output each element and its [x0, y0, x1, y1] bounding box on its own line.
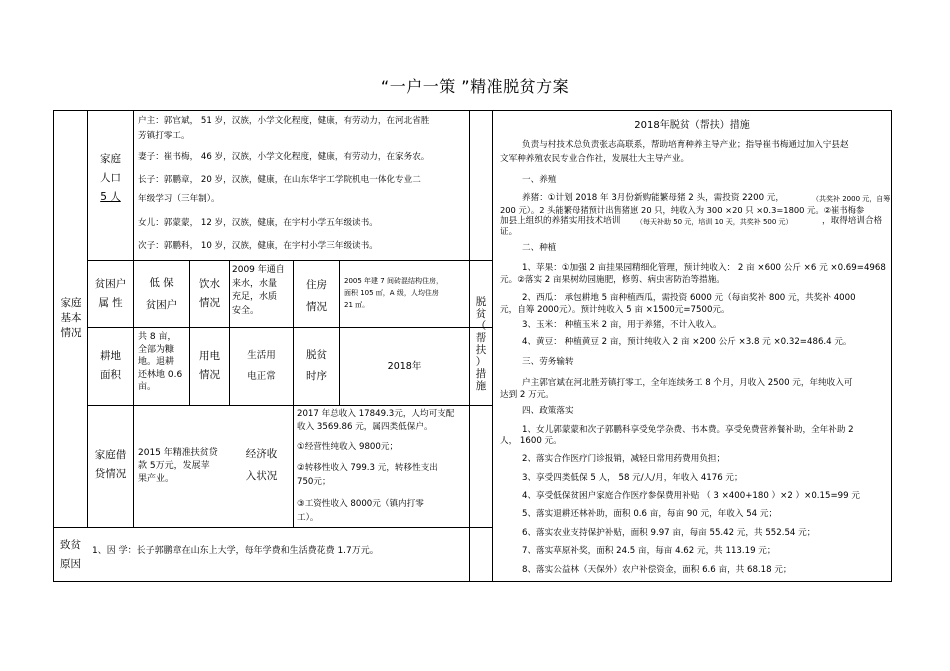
pig-note: （每天补助 50 元，培训 10 天，共奖补 500 元）	[636, 218, 793, 226]
crop-line: 4、黄豆： 种植黄豆 2 亩，预计纯收入 2 亩 ×200 公斤 ×3.8 元 ×0.32=486.4 元。	[522, 337, 852, 347]
econ-label: 经济收 入状况	[245, 448, 278, 482]
pig-note: （共奖补 2000 元，自筹	[812, 195, 891, 203]
water-value: 2009 年通自 来水，水量 充足，水质 安全。	[232, 265, 285, 316]
policy-line: 3、享受四类低保 5 人， 58 元/人/月，年收入 4176 元；	[522, 473, 743, 483]
crop-line: 1、苹果：①加强 2 亩挂果园精细化管理，预计纯收入： 2 亩 ×600 公斤 ×6 元 ×0.69=4968	[522, 263, 886, 273]
power-label: 用电 情况	[199, 350, 220, 381]
house-label: 住房 情况	[306, 279, 327, 313]
section-heading: 三、劳务输转	[522, 357, 574, 367]
measures-heading: 2018年脱贫（帮扶）措施	[634, 120, 750, 131]
section-heading: 二、种植	[522, 243, 557, 253]
crop-line: 2、西瓜： 承包耕地 5 亩种植西瓜，需投资 6000 元（每亩奖补 800 元，共奖补 4000	[522, 293, 856, 303]
intro-line: 文军种养殖农民专业合作社，发展壮大主导产业。	[500, 154, 690, 164]
section-basic-label: 家庭 基本 情况	[60, 297, 82, 339]
land-value: 共 8 亩， 全部为糠 地。退耕 还林地 0.6 亩。	[138, 332, 183, 392]
timing-label: 脱贫 时序	[306, 349, 327, 382]
member-line: 年级学习（三年制）。	[138, 194, 220, 204]
labor-line: 户主郭官斌在河北胜芳镇打零工，全年连续务工 8 个月，月收入 2500 元，年纯收入可	[522, 378, 853, 388]
pig-line: 养猪：①计划 2018 年 3月份新购能繁母猪 2 头，需投资 2200 元，	[522, 193, 784, 203]
policy-line: 2、落实合作医疗门诊报销，减轻日常用药费用负担；	[522, 454, 726, 464]
land-label: 耕地 面积	[100, 350, 121, 381]
policy-line: 人， 1600 元。	[500, 436, 562, 446]
crop-line: 3、玉米： 种植玉米 2 亩，用于养猪，不计入收入。	[522, 320, 722, 330]
pig-line: 200 元）。2 头能繁母猪预计出售猪崽 20 只，纯收入为 300 ×20 只 ×0.3=1800 元。②崔书梅参	[500, 205, 865, 215]
section-heading: 一、养殖	[522, 175, 557, 185]
labor-line: 达到 2 万元。	[500, 390, 554, 400]
attr-value: 低 保 贫困户	[145, 277, 178, 311]
loan-label: 家庭借 贷情况	[94, 449, 127, 480]
loan-value: 2015 年精准扶贫贷 款 5万元，发展苹 果产业。	[138, 448, 218, 484]
water-label: 饮水 情况	[199, 278, 220, 309]
page-title: “一户一策 ”精准脱贫方案	[380, 77, 570, 96]
cause-label: 致贫 原因	[60, 539, 81, 570]
pig-line: 加县上组织的养猪实用技术培训	[500, 216, 621, 226]
intro-line: 负责与村技术总负责张志高联系，帮助培育种养主导产业；指导崔书梅通过加入宁县赵	[522, 140, 849, 150]
member-line: 次子：郭鹏科， 10 岁，汉族，健康，在宇村小学三年级读书。	[138, 241, 378, 251]
household-label: 家庭 人口 5 人	[100, 153, 121, 203]
policy-line: 1、女儿郭蒙蒙和次子郭鹏科享受免学杂费、书本费。享受免费营养餐补助，全年补助 2	[522, 425, 854, 435]
policy-line: 5、落实退耕还林补助，面积 0.6 亩，每亩 90 元，年收入 54 元；	[522, 509, 778, 519]
attr-label: 贫困户 属 性	[94, 278, 127, 309]
cause-value: 1、因 学：长子郭鹏章在山东上大学，每年学费和生活费花费 1.7万元。	[92, 546, 379, 556]
member-line: 芳镇打零工。	[138, 131, 190, 141]
member-line: 女儿：郭蒙蒙， 12 岁，汉族，健康，在宇村小学五年级读书。	[138, 218, 378, 228]
member-line: 妻子：崔书梅， 46 岁，汉族，小学文化程度，健康，有劳动力，在家务农。	[138, 152, 430, 162]
policy-line: 4、享受低保贫困户家庭合作医疗参保费用补贴 （ 3 ×400+180 ）×2 ）×0.15=99 元	[522, 491, 860, 501]
pig-note: ，取得培训合格	[822, 216, 883, 226]
crop-line: 元。②落实 2 亩果树幼园施肥，修剪、病虫害防治等措施。	[500, 275, 725, 285]
measures-vertical-label: 脱 贫 （ 帮 扶 ） 措 施	[475, 296, 487, 392]
power-value: 生活用 电正常	[247, 350, 276, 382]
policy-line: 7、落实草原补奖，面积 24.5 亩，每亩 4.62 元，共 113.19 元；	[522, 546, 776, 556]
crop-line: 元，自筹 2000元）。预计纯收入 5 亩 ×1500元=7500元。	[500, 305, 730, 315]
pig-line: 证。	[500, 227, 518, 237]
policy-line: 6、落实农业支持保护补贴，面积 9.97 亩，每亩 55.42 元，共 552.54 元；	[522, 528, 816, 538]
member-line: 长子：郭鹏章， 20 岁，汉族，健康，在山东华宇工学院机电一体化专业二	[138, 175, 421, 185]
timing-value: 2018年	[387, 361, 422, 372]
house-value: 2005 年建 7 间砖混结构住房， 面积 105 ㎡，A 级，人均住房 21 ㎡。	[344, 277, 443, 309]
policy-line: 8、落实公益林（天保外）农户补偿资金，面积 6.6 亩，共 68.18 元；	[522, 565, 792, 575]
member-line: 户主：郭官斌， 51 岁，汉族，小学文化程度，健康，有劳动力，在河北省胜	[138, 116, 430, 126]
section-heading: 四、政策落实	[522, 406, 574, 416]
